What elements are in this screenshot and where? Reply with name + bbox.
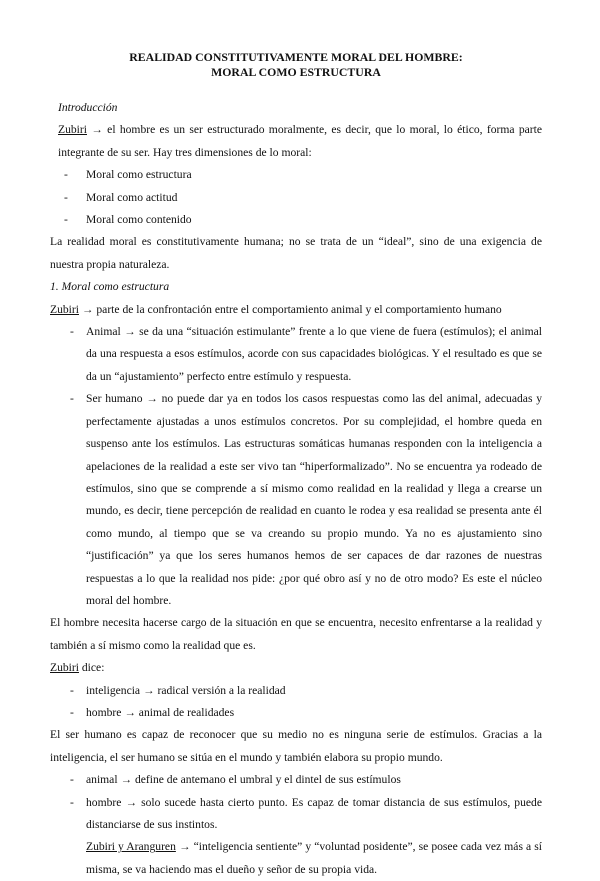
dice-text: dice: (78, 661, 105, 675)
dash-bullet: - (70, 795, 74, 809)
stimuli-item-text: animal → define de antemano el umbral y el dintel de sus estímulos (86, 773, 401, 787)
intro-author: Zubiri (58, 123, 87, 137)
section1-para2: El ser humano es capaz de reconocer que su medio no es ninguna serie de estímulos. Gracias a la inteligencia, el ser humano se sitúa en el mundo y también elabora su propio mundo. (50, 728, 542, 764)
human-text: Ser humano → no puede dar ya en todos los casos respuestas como las del animal, adecuadas y perfectamente ajustadas a unos estímulos concretos. Por su complejidad, el hombre queda en suspenso ante los estímulos. Las estructuras somáticas humanas responden con la inteligencia a apelaciones de la realidad a este ser vivo tan “hiperformalizado”. No se encuentra ya rodeado de estímulos, sino que se comprende a sí mismo como realidad en la realidad y llega a crearse un mundo, es decir, tiene percepción de realidad en cuanto le rodea y esa realidad se presenta ante él como mundo, al tiempo que se va creando su propio mundo. Ya no es ajustamiento sino “justificación” ya que los seres humanos hemos de ser capaces de dar razones de nuestras respuestas a lo que la realidad nos pide: ¿por qué obro así y no de otro modo? Es este el núcleo moral del hombre. (86, 392, 542, 607)
section1-lead-text: → parte de la confrontación entre el comportamiento animal y el comportamiento humano (78, 302, 502, 316)
dice-author: Zubiri (50, 661, 79, 675)
dimension-text: Moral como estructura (86, 168, 192, 182)
document-title (50, 50, 542, 79)
dice-item-text: inteligencia → radical versión a la realidad (86, 683, 286, 697)
list-item (50, 680, 542, 702)
intro-paragraph (50, 119, 542, 164)
list-item (50, 769, 542, 791)
dice-line (50, 657, 542, 679)
dash-bullet: - (64, 168, 68, 182)
dash-bullet: - (70, 773, 74, 787)
list-item (50, 321, 542, 388)
dimension-text: Moral como contenido (86, 213, 192, 227)
dash-bullet: - (70, 705, 74, 719)
final-text: → “inteligencia sentiente” y “voluntad posidente”, se posee cada vez más a sí misma, se va haciendo mas el dueño y señor de su propia vida. (86, 840, 542, 876)
section1-heading: 1. Moral como estructura (50, 280, 170, 294)
list-item (50, 792, 542, 837)
final-paragraph (50, 836, 542, 881)
dash-bullet: - (64, 213, 68, 227)
section1-after: El hombre necesita hacerse cargo de la situación en que se encuentra, necesito enfrentarse a la realidad y también a sí mismo como la realidad que es. (50, 616, 542, 652)
dimensions-list (50, 164, 542, 231)
dash-bullet: - (70, 683, 74, 697)
dash-bullet: - (64, 190, 68, 204)
section1-lead (50, 299, 542, 321)
list-item (50, 209, 542, 231)
list-item (50, 164, 542, 186)
list-item (50, 702, 542, 724)
title-line-1: REALIDAD CONSTITUTIVAMENTE MORAL DEL HOMBRE: (129, 50, 463, 64)
stimuli-item-text: hombre → solo sucede hasta cierto punto. Es capaz de tomar distancia de sus estímulos, puede distanciarse de sus instintos. (86, 795, 542, 831)
intro-heading: Introducción (58, 101, 118, 114)
dimension-text: Moral como actitud (86, 190, 178, 204)
title-line-2: MORAL COMO ESTRUCTURA (211, 64, 381, 79)
section1-author: Zubiri (50, 302, 79, 316)
intro-conclusion: La realidad moral es constitutivamente humana; no se trata de un “ideal”, sino de una exigencia de nuestra propia naturaleza. (50, 235, 542, 271)
list-item (50, 187, 542, 209)
intro-text: → el hombre es un ser estructurado moralmente, es decir, que lo moral, lo ético, forma parte integrante de su ser. Hay tres dimensiones de lo moral: (58, 123, 542, 159)
dash-bullet: - (70, 325, 74, 339)
dice-item-text: hombre → animal de realidades (86, 705, 235, 719)
list-item (50, 388, 542, 612)
comparison-list (50, 321, 542, 612)
animal-text: Animal → se da una “situación estimulante” frente a lo que viene de fuera (estímulos); el animal da una respuesta a esos estímulos, acorde con sus capacidades biológicas. Y el resultado es que se da un “ajustamiento” perfecto entre estímulo y respuesta. (86, 325, 542, 383)
final-author: Zubiri y Aranguren (86, 840, 176, 854)
dice-list (50, 680, 542, 725)
stimuli-list (50, 769, 542, 836)
dash-bullet: - (70, 392, 74, 406)
